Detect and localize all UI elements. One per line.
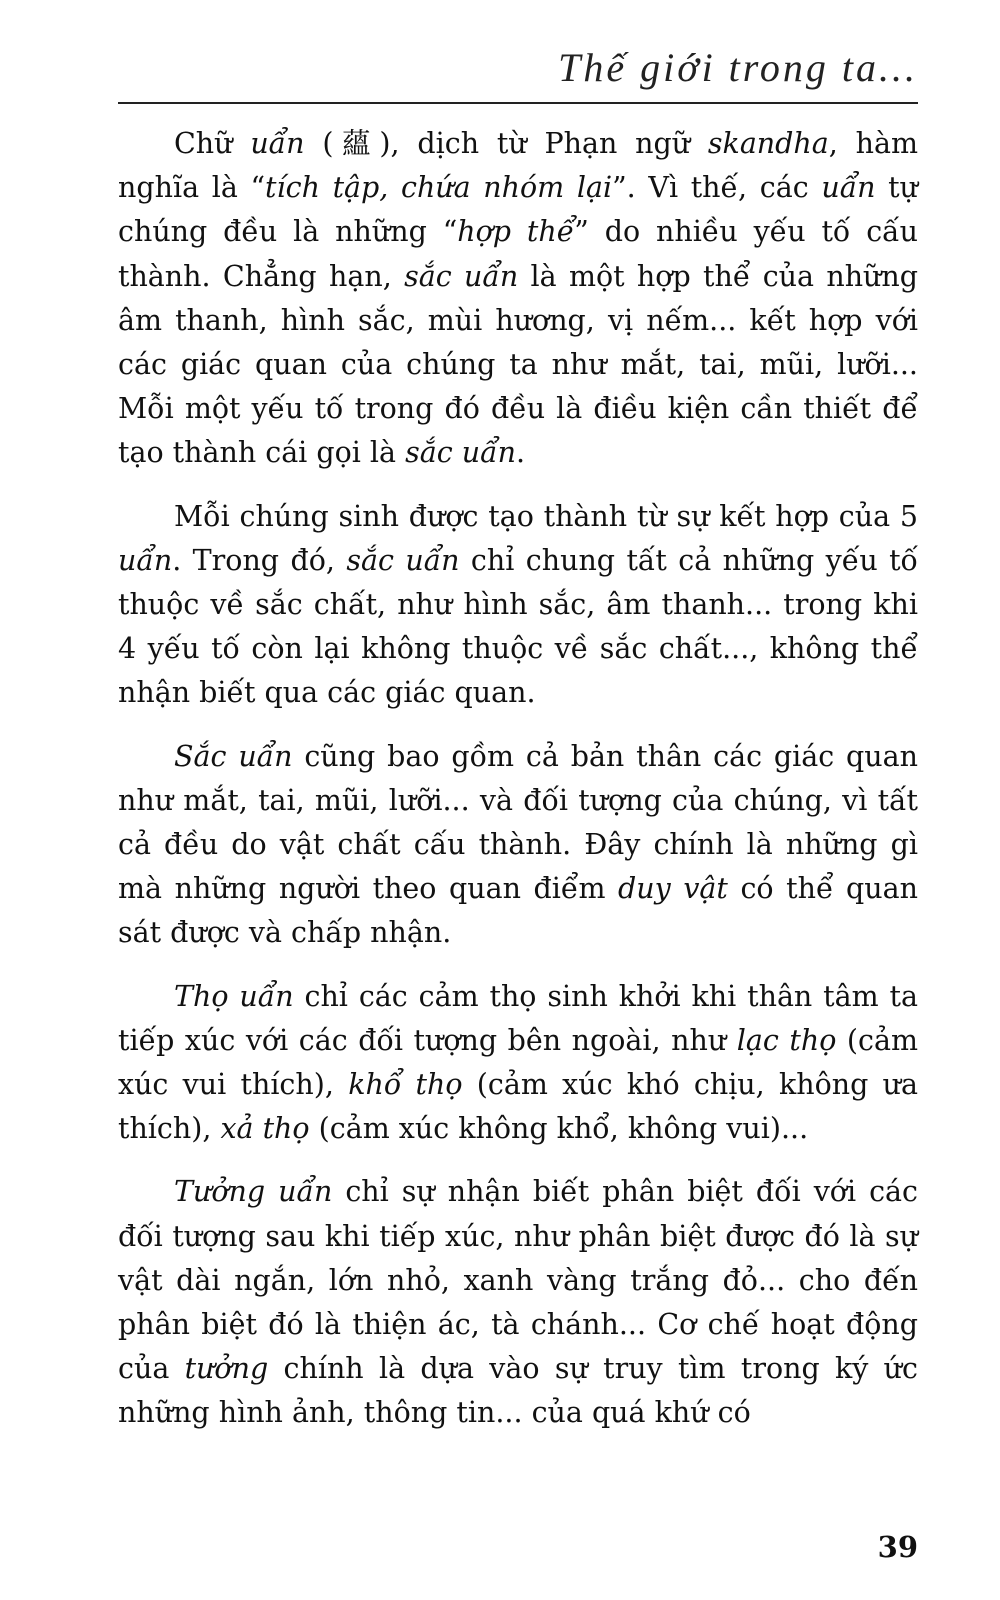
paragraph <box>118 735 918 956</box>
italic-term: duy vật <box>618 872 728 906</box>
italic-term: tích tập, chứa nhóm lại <box>265 171 613 205</box>
italic-term: uẩn <box>250 127 305 160</box>
italic-term: uẩn <box>118 543 173 577</box>
text-run: ”. Vì thế, các <box>612 171 822 205</box>
italic-term: hợp thể <box>457 215 575 249</box>
italic-term: Thọ uẩn <box>174 979 294 1013</box>
text-run: chỉ các cảm thọ sinh khởi khi thân tâm ta tiếp xúc với các đối tượng bên ngoài, như <box>118 979 918 1057</box>
italic-term: xả thọ <box>220 1112 310 1146</box>
text-run: Mỗi chúng sinh được tạo thành từ sự kết hợp của 5 <box>174 499 918 533</box>
paragraph <box>118 495 918 716</box>
text-run: tự chúng đều là những “ <box>118 171 918 249</box>
text-run: chính là dựa vào sự truy tìm trong ký ức những hình ảnh, thông tin... của quá khứ có <box>118 1352 919 1430</box>
paragraph <box>118 122 918 476</box>
italic-term: sắc uẩn <box>405 436 516 470</box>
text-run: chỉ sự nhận biết phân biệt đối với các đối tượng sau khi tiếp xúc, như phân biệt được đó là sự vật dài ngắn, lớn nhỏ, xanh vàng trắng đỏ... cho đến phân biệt đó là thiện ác, tà chánh... Cơ chế hoạt động của <box>118 1175 919 1386</box>
text-run: . <box>515 436 525 470</box>
text-run: cũng bao gồm cả bản thân các giác quan như mắt, tai, mũi, lưỡi... và đối tượng của chúng, vì tất cả đều do vật chất cấu thành. Đây chính là những gì mà những người theo quan điểm <box>118 739 918 906</box>
italic-term: lạc thọ <box>736 1023 837 1057</box>
italic-term: sắc uẩn <box>404 259 519 293</box>
italic-term: khổ thọ <box>348 1068 463 1102</box>
text-run: (cảm xúc vui thích), <box>118 1023 919 1102</box>
italic-term: Sắc uẩn <box>174 739 293 773</box>
text-run: có thể quan sát được và chấp nhận. <box>118 872 918 950</box>
text-run: ” do nhiều yếu tố cấu thành. Chẳng hạn, <box>118 215 918 293</box>
italic-term: skandha <box>707 127 829 160</box>
running-head: Thế giới trong ta... <box>558 45 918 90</box>
header-rule <box>118 102 918 104</box>
text-run: Chữ <box>174 127 251 160</box>
italic-term: uẩn <box>821 171 876 205</box>
paragraph <box>118 1170 918 1435</box>
italic-term: Tưởng uẩn <box>174 1175 333 1209</box>
text-run: (cảm xúc không khổ, không vui)... <box>309 1112 809 1146</box>
body-text <box>118 122 918 1455</box>
text-run: (cảm xúc khó chịu, không ưa thích), <box>118 1068 919 1146</box>
text-run: , hàm nghĩa là “ <box>118 127 918 205</box>
text-run: là một hợp thể của những âm thanh, hình sắc, mùi hương, vị nếm... kết hợp với các giác quan của chúng ta như mắt, tai, mũi, lưỡi... Mỗi một yếu tố trong đó đều là điều kiện cần thiết để tạo thành cái gọi là <box>118 259 918 470</box>
paragraph <box>118 975 918 1152</box>
text-run: chỉ chung tất cả những yếu tố thuộc về sắc chất, như hình sắc, âm thanh... trong khi 4 yếu tố còn lại không thuộc về sắc chất..., không thể nhận biết qua các giác quan. <box>118 543 918 710</box>
text-run: (蘊), dịch từ Phạn ngữ <box>304 127 708 160</box>
text-run: . Trong đó, <box>172 543 347 577</box>
page-number: 39 <box>877 1530 918 1564</box>
italic-term: sắc uẩn <box>346 543 460 577</box>
italic-term: tưởng <box>184 1352 269 1386</box>
